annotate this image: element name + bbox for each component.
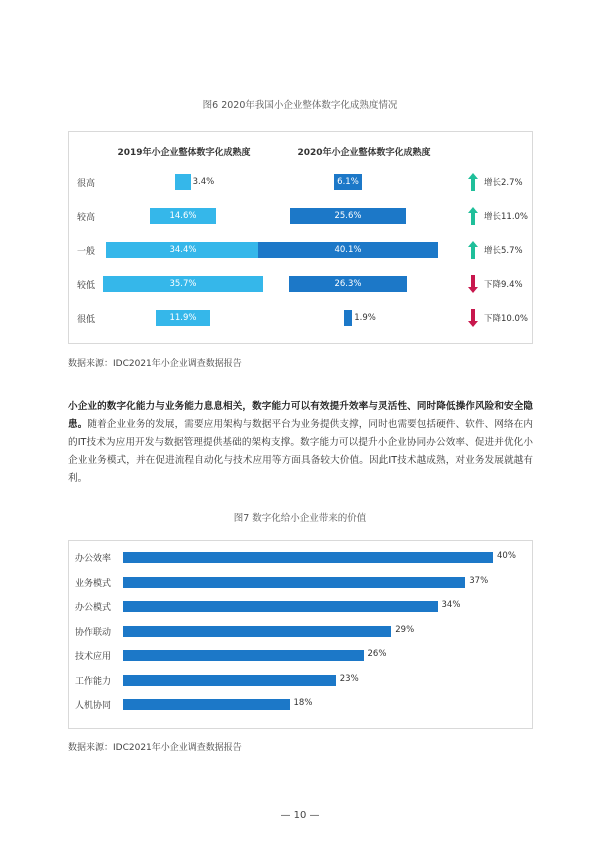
- category-label: 业务模式: [75, 578, 112, 589]
- value-label: 26%: [367, 649, 387, 659]
- arrow-down-icon: [468, 309, 478, 327]
- arrow-down-icon: [468, 275, 478, 293]
- maturity-level-label: 很低: [77, 315, 96, 325]
- figure6-frame: [68, 131, 533, 344]
- arrow-up-icon: [468, 207, 478, 225]
- value-label: 29%: [395, 624, 415, 635]
- value-label: 34%: [441, 600, 461, 610]
- bar-2020: [344, 310, 353, 326]
- change-text: 增长2.7%: [484, 178, 523, 188]
- bar-2020-value: 6.1%: [337, 177, 359, 187]
- bar-2019: [175, 174, 190, 190]
- maturity-level-label: 较高: [77, 213, 96, 223]
- arrow-up-icon: [468, 241, 478, 259]
- bar-2019-value: 14.6%: [169, 211, 197, 221]
- category-label: 技术应用: [75, 652, 112, 662]
- value-bar: [123, 626, 391, 637]
- category-label: 办公效率: [75, 554, 112, 564]
- maturity-level-label: 很高: [77, 179, 96, 189]
- bar-2019-value: 35.7%: [169, 279, 197, 289]
- value-label: 23%: [339, 673, 359, 684]
- maturity-level-label: 一般: [77, 247, 96, 257]
- bar-2020-value: 40.1%: [334, 245, 362, 255]
- change-text: 下降9.4%: [484, 280, 523, 290]
- value-bar: [123, 699, 290, 710]
- bar-2020-value: 1.9%: [354, 313, 376, 323]
- category-label: 人机协同: [75, 701, 112, 711]
- change-text: 增长5.7%: [484, 246, 523, 256]
- figure6-title: 图6 2020年我国小企业整体数字化成熟度情况: [202, 100, 398, 111]
- paragraph-bold-lead: 小企业的数字化能力与业务能力息息相关，数字能力可以有效提升效率与灵活性、同时降低操作风险和安全隐患。: [68, 401, 533, 430]
- value-bar: [123, 577, 465, 588]
- bar-2019-value: 11.9%: [169, 313, 197, 323]
- bar-2019-value: 34.4%: [169, 245, 197, 255]
- category-label: 工作能力: [75, 676, 112, 687]
- bar-2020-value: 26.3%: [334, 279, 362, 289]
- col-2019-header: 2019年小企业整体数字化成熟度: [117, 148, 251, 158]
- value-bar: [123, 552, 493, 563]
- arrow-up-icon: [468, 173, 478, 191]
- source-note-1: 数据来源：IDC2021年小企业调查数据报告: [68, 359, 242, 369]
- change-text: 下降10.0%: [484, 314, 529, 324]
- category-label: 协作联动: [75, 627, 112, 638]
- value-bar: [123, 650, 364, 661]
- value-label: 37%: [469, 575, 489, 586]
- value-label: 18%: [293, 698, 313, 708]
- value-bar: [123, 675, 336, 686]
- value-bar: [123, 601, 438, 612]
- paragraph-text: 随着企业业务的发展，需要应用架构与数据平台为业务提供支撑，同时也需要包括硬件、软件、网络在内的IT技术为应用开发与数据管理提供基础的架构支撑。数字能力可以提升小企业协同办公效率、促进并优化小企业业务模式，并在促进流程自动化与技术应用等方面具备较大价值。因此IT技术越成熟，对业务发展就越有利。: [68, 419, 534, 484]
- bar-2019-value: 3.4%: [192, 177, 215, 187]
- page-number: — 10 —: [280, 810, 320, 821]
- value-label: 40%: [497, 551, 516, 561]
- bar-2020-value: 25.6%: [334, 211, 362, 221]
- maturity-level-label: 较低: [77, 281, 96, 291]
- body-paragraph: [68, 398, 533, 488]
- change-text: 增长11.0%: [484, 212, 529, 222]
- category-label: 办公模式: [75, 603, 112, 613]
- source-note-2: 数据来源：IDC2021年小企业调查数据报告: [68, 743, 242, 753]
- figure7-frame: [68, 540, 533, 729]
- figure7-title: 图7 数字化给小企业带来的价值: [233, 513, 367, 524]
- col-2020-header: 2020年小企业整体数字化成熟度: [297, 148, 431, 158]
